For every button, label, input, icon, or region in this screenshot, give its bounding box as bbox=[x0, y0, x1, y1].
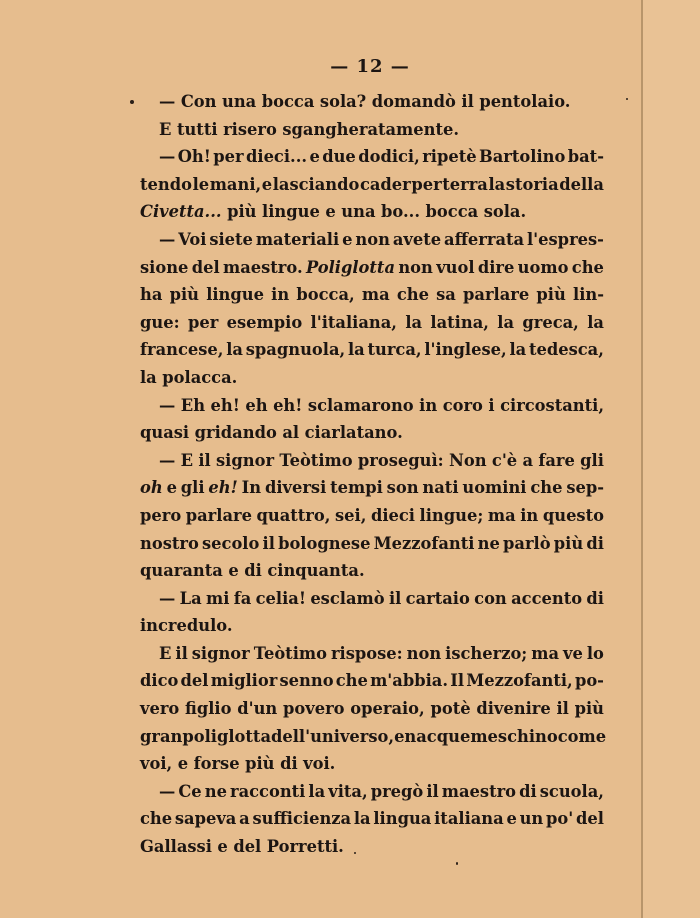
text-line: — Oh! per dieci... e due dodici, ripetè Bartolino bat- bbox=[159, 147, 604, 167]
ink-speck bbox=[456, 862, 458, 865]
page-margin-strip bbox=[643, 0, 700, 918]
text-line: ha più lingue in bocca, ma che sa parlare più lin- bbox=[140, 285, 604, 305]
text-line: Civetta... più lingue e una bo... bocca sola. bbox=[140, 202, 527, 222]
text-line: Gallassi e del Porretti. bbox=[140, 837, 344, 857]
ink-speck bbox=[130, 100, 134, 104]
text-line: — E il signor Teòtimo proseguì: Non c'è a fare gli bbox=[159, 450, 604, 470]
text-line: vero figlio d'un povero operaio, potè divenire il più bbox=[140, 699, 604, 719]
text-line: — La mi fa celia! esclamò il cartaio con accento di bbox=[159, 588, 604, 608]
text-line: — Con una bocca sola? domandò il pentolaio. bbox=[159, 92, 571, 111]
text-line: E tutti risero sgangheratamente. bbox=[159, 119, 460, 139]
text-line: quasi gridando al ciarlatano. bbox=[140, 423, 403, 443]
text-line: tendo le mani, e lasciando cader per terra la storia della bbox=[140, 174, 604, 194]
text-line: oh e gli eh! In diversi tempi son nati uomini che sep- bbox=[140, 478, 604, 498]
text-line: dico del miglior senno che m'abbia. Il Mezzofanti, po- bbox=[140, 671, 604, 691]
text-line: — Eh eh! eh eh! sclamarono in coro i circostanti, bbox=[159, 395, 604, 415]
body-text bbox=[140, 88, 607, 861]
text-line: la polacca. bbox=[140, 367, 238, 387]
text-line: pero parlare quattro, sei, dieci lingue; ma in questo bbox=[140, 505, 604, 525]
text-line: che sapeva a sufficienza la lingua italiana e un po' del bbox=[140, 809, 604, 829]
page-number: — 12 — bbox=[330, 56, 410, 77]
text-line: gue: per esempio l'italiana, la latina, la greca, la bbox=[140, 312, 604, 332]
text-line: voi, e forse più di voi. bbox=[140, 754, 336, 774]
text-line: sione del maestro. Poliglotta non vuol dire uomo che bbox=[140, 257, 604, 277]
text-line: francese, la spagnuola, la turca, l'inglese, la tedesca, bbox=[140, 340, 604, 360]
text-line: E il signor Teòtimo rispose: non ischerzo; ma ve lo bbox=[159, 643, 604, 663]
text-line: — Ce ne racconti la vita, pregò il maestro di scuola, bbox=[159, 781, 604, 801]
text-line: nostro secolo il bolognese Mezzofanti ne parlò più di bbox=[140, 533, 604, 553]
text-line: incredulo. bbox=[140, 616, 233, 636]
ink-speck bbox=[354, 852, 356, 854]
ink-speck bbox=[626, 98, 628, 100]
text-line: — Voi siete materiali e non avete afferrata l'espres- bbox=[159, 229, 604, 249]
text-line: gran poliglotta dell'universo, e nacque meschino come bbox=[140, 726, 607, 746]
text-line: quaranta e di cinquanta. bbox=[140, 561, 365, 581]
